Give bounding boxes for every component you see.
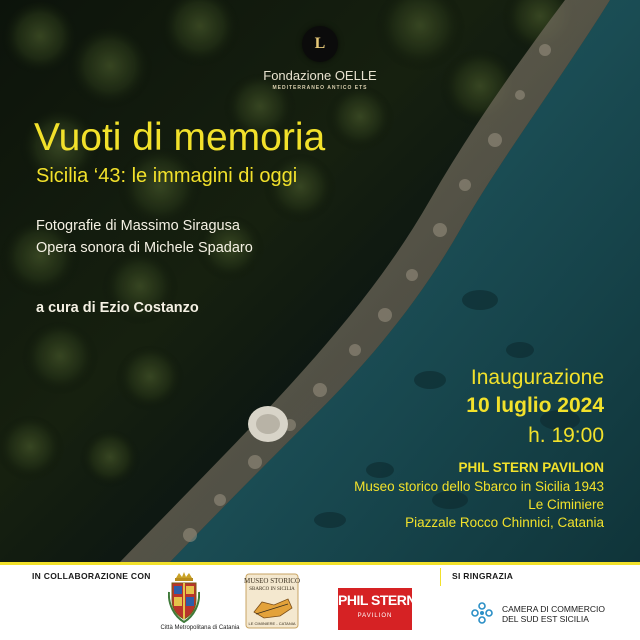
footer-separator (440, 568, 441, 586)
exhibition-title: Vuoti di memoria (34, 116, 326, 159)
event-venue: PHIL STERN PAVILION (458, 460, 604, 475)
exhibition-subtitle: Sicilia ‘43: le immagini di oggi (36, 165, 298, 187)
fondazione-oelle-logo (302, 26, 338, 62)
event-date: 10 luglio 2024 (466, 394, 604, 417)
sponsor-line2: DEL SUD EST SICILIA (502, 614, 589, 624)
camera-di-commercio-icon (470, 601, 494, 625)
museo-line2: SBARCO IN SICILIA (249, 587, 295, 592)
foundation-name: Fondazione OELLE (263, 68, 377, 83)
city-coat-of-arms-icon (168, 572, 200, 624)
museo-line3: LE CIMINIERE - CATANIA (248, 621, 296, 626)
address-line: Museo storico dello Sbarco in Sicilia 1943 (354, 479, 604, 494)
sound-credit: Opera sonora di Michele Spadaro (36, 240, 253, 256)
event-label: Inaugurazione (470, 366, 604, 389)
address-line: Le Ciminiere (528, 497, 604, 512)
pavilion-name: PHIL STERN (338, 592, 416, 608)
photography-credit: Fotografie di Massimo Siragusa (36, 218, 240, 234)
logo-letter: L (314, 35, 326, 52)
curator-credit: a cura di Ezio Costanzo (36, 300, 199, 316)
sponsor-name (502, 604, 605, 624)
pavilion-sub: PAVILION (357, 613, 393, 619)
footer-divider (0, 562, 640, 565)
museo-line1: MUSEO STORICO (244, 577, 300, 585)
collaboration-heading: IN COLLABORAZIONE CON (32, 571, 151, 581)
museo-storico-logo (244, 572, 300, 630)
sponsor-line1: CAMERA DI COMMERCIO (502, 604, 605, 614)
thanks-heading: SI RINGRAZIA (452, 571, 514, 581)
event-time: h. 19:00 (528, 424, 604, 447)
phil-stern-pavilion-logo (338, 588, 416, 630)
city-partner-name: Città Metropolitana di Catania (160, 625, 240, 631)
foundation-tagline: MEDITERRANEO ANTICO ETS (272, 85, 368, 91)
address-line: Piazzale Rocco Chinnici, Catania (405, 515, 604, 530)
